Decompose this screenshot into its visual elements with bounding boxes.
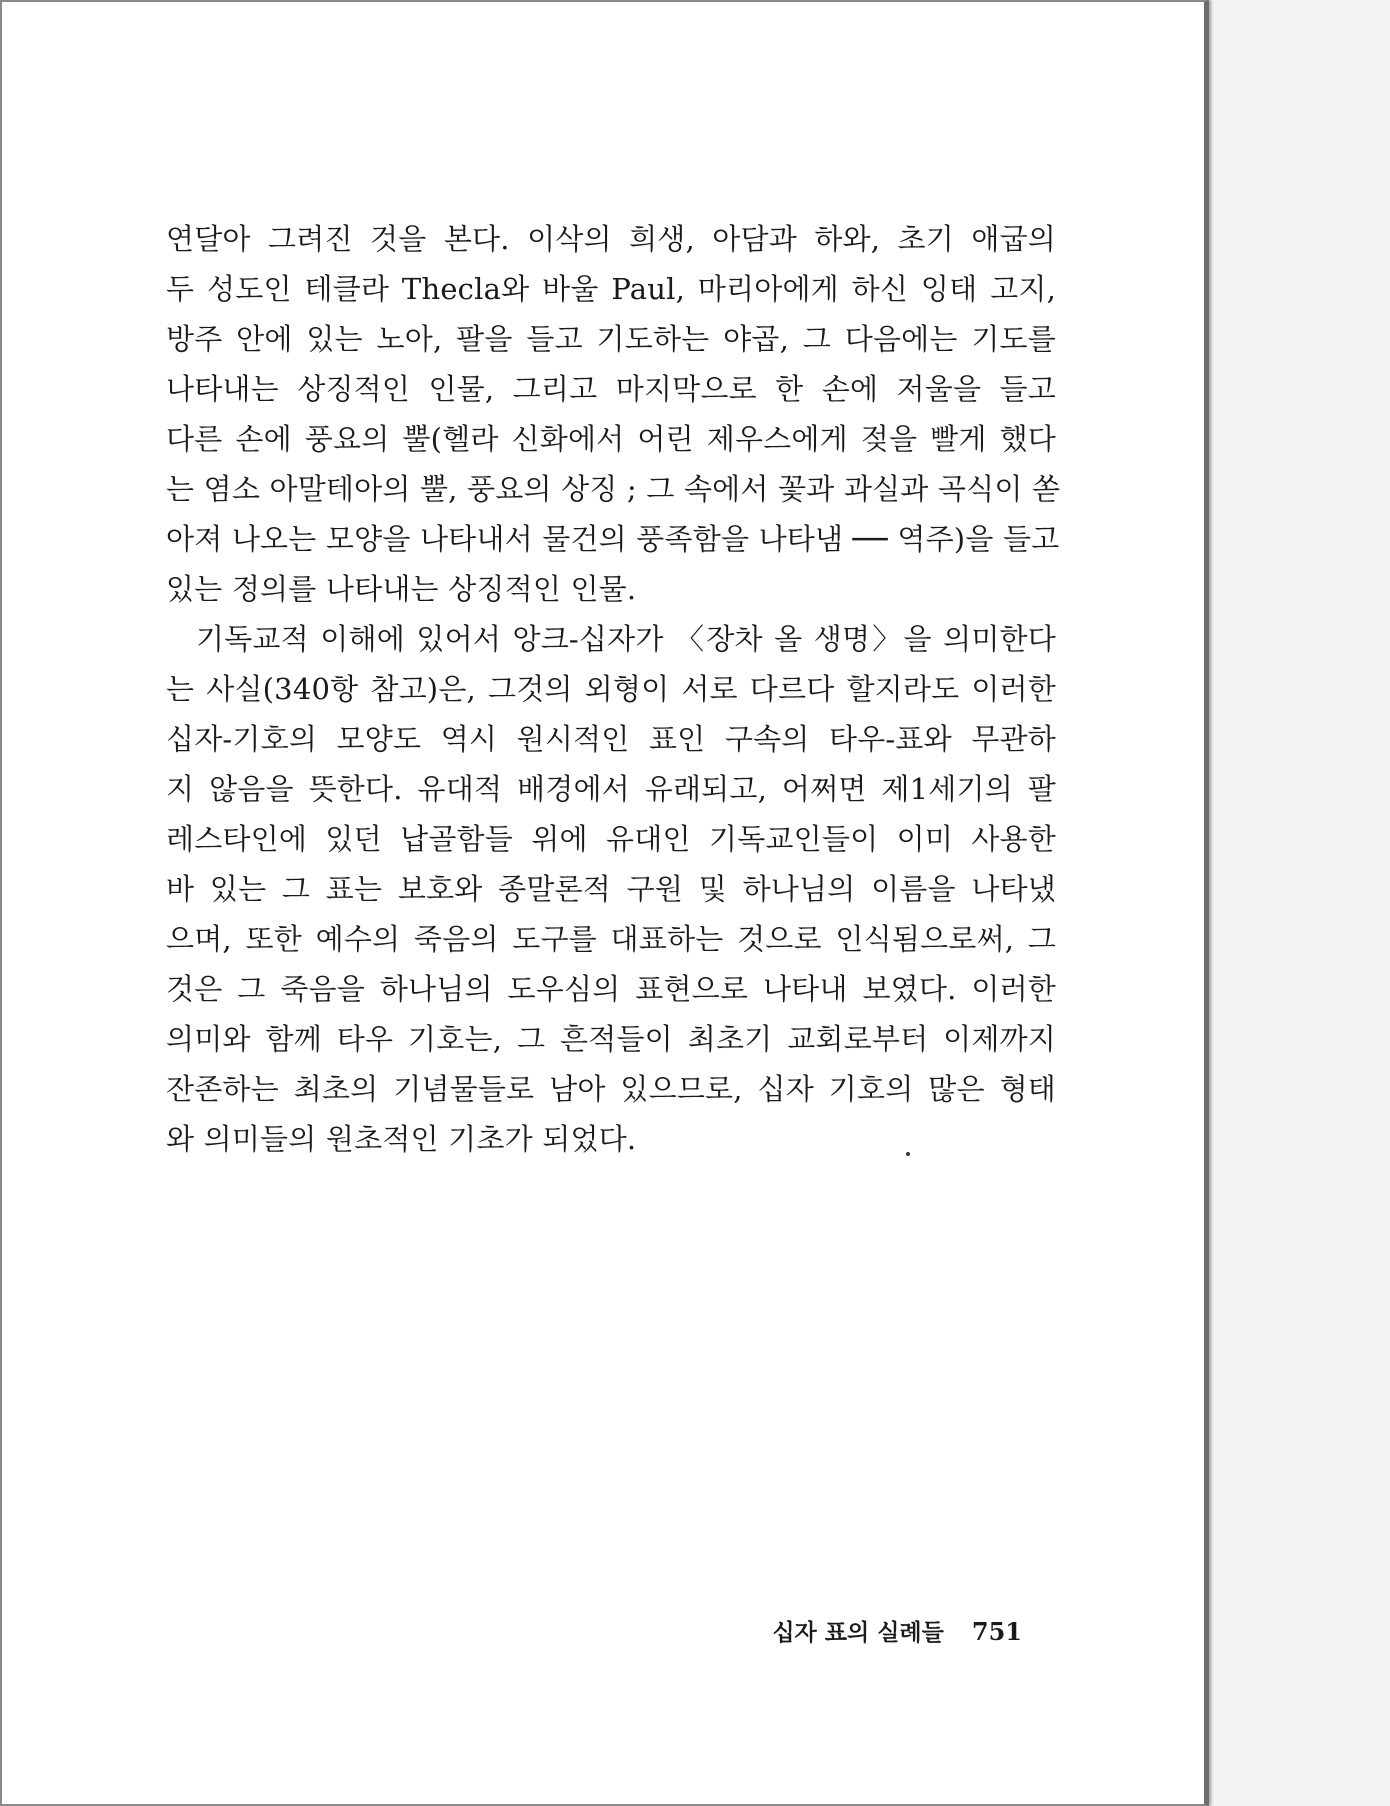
text-line: 아져 나오는 모양을 나타내서 물건의 풍족함을 나타냄 ── 역주)을 들고 xyxy=(166,522,1060,556)
text-line: 것은 그 죽음을 하나님의 도우심의 표현으로 나타내 보였다. 이러한 xyxy=(166,972,1056,1006)
text-line: 나타내는 상징적인 인물, 그리고 마지막으로 한 손에 저울을 들고 xyxy=(166,372,1056,406)
paragraph-1 xyxy=(166,214,1061,614)
footer-section-title: 십자 표의 실례들 xyxy=(772,1620,944,1646)
text-line: 십자-기호의 모양도 역시 원시적인 표인 구속의 타우-표와 무관하 xyxy=(166,722,1056,756)
page-body xyxy=(166,214,1061,1164)
text-line: 의미와 함께 타우 기호는, 그 흔적들이 최초기 교회로부터 이제까지 xyxy=(166,1022,1056,1056)
text-line: 지 않음을 뜻한다. 유대적 배경에서 유래되고, 어쩌면 제1세기의 팔 xyxy=(166,772,1056,806)
text-line: 잔존하는 최초의 기념물들로 남아 있으므로, 십자 기호의 많은 형태 xyxy=(166,1072,1056,1106)
text-line: 두 성도인 테클라 Thecla와 바울 Paul, 마리아에게 하신 잉태 고지, xyxy=(166,272,1056,306)
text-line: 연달아 그려진 것을 본다. 이삭의 희생, 아담과 하와, 초기 애굽의 xyxy=(166,222,1056,256)
text-line: 는 염소 아말테아의 뿔, 풍요의 상징 ; 그 속에서 꽃과 과실과 곡식이 쏟 xyxy=(166,472,1061,506)
text-line: 레스타인에 있던 납골함들 위에 유대인 기독교인들이 이미 사용한 xyxy=(166,822,1056,856)
text-line: 으며, 또한 예수의 죽음의 도구를 대표하는 것으로 인식됨으로써, 그 xyxy=(166,922,1056,956)
running-footer xyxy=(772,1614,1022,1647)
text-line: 는 사실(340항 참고)은, 그것의 외형이 서로 다르다 할지라도 이러한 xyxy=(166,672,1056,706)
text-line: 와 의미들의 원초적인 기초가 되었다. xyxy=(166,1122,637,1156)
text-line: 있는 정의를 나타내는 상징적인 인물. xyxy=(166,572,637,606)
text-line: 바 있는 그 표는 보호와 종말론적 구원 및 하나님의 이름을 나타냈 xyxy=(166,872,1056,906)
paragraph-2 xyxy=(166,614,1056,1164)
scan-speck xyxy=(906,1152,910,1156)
text-line: 방주 안에 있는 노아, 팔을 들고 기도하는 야곱, 그 다음에는 기도를 xyxy=(166,322,1056,356)
text-line: 다른 손에 풍요의 뿔(헬라 신화에서 어린 제우스에게 젖을 빨게 했다 xyxy=(166,422,1056,456)
page-number: 751 xyxy=(971,1617,1022,1646)
text-line: 기독교적 이해에 있어서 앙크-십자가 〈장차 올 생명〉을 의미한다 xyxy=(196,622,1056,656)
